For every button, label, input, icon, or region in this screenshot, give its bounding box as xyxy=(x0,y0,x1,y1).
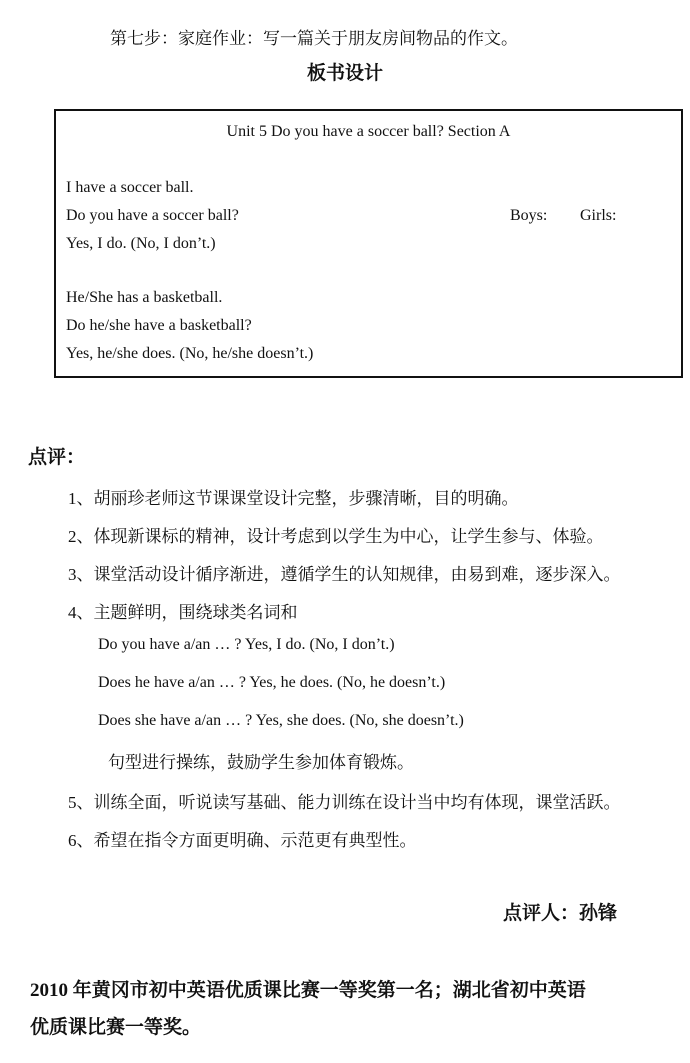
review-item: 5、训练全面，听说读写基础、能力训练在设计当中均有体现，课堂活跃。 xyxy=(68,793,621,812)
review-item: 3、课堂活动设计循序渐进，遵循学生的认知规律，由易到难，逐步深入。 xyxy=(68,565,621,584)
board-design-heading: 板书设计 xyxy=(306,63,383,84)
review-item: 1、胡丽珍老师这节课课堂设计完整，步骤清晰，目的明确。 xyxy=(68,489,519,508)
sentence-pattern: Do you have a/an … ? Yes, I do. (No, I don’t.) xyxy=(98,636,395,653)
review-item: 6、希望在指令方面更明确、示范更有典型性。 xyxy=(68,831,417,850)
sentence-pattern: Does she have a/an … ? Yes, she does. (No, she doesn’t.) xyxy=(98,712,464,729)
girls-label: Girls: xyxy=(580,207,617,224)
award-line: 2010 年黄冈市初中英语优质课比赛一等奖第一名；湖北省初中英语 xyxy=(30,980,586,1001)
board-line: Do you have a soccer ball? xyxy=(66,207,239,224)
award-line: 优质课比赛一等奖。 xyxy=(30,1017,202,1038)
board-line: I have a soccer ball. xyxy=(66,179,194,196)
board-title: Unit 5 Do you have a soccer ball? Section A xyxy=(226,123,511,140)
review-item: 2、体现新课标的精神，设计考虑到以学生为中心，让学生参与、体验。 xyxy=(68,527,604,546)
review-heading: 点评： xyxy=(28,447,86,468)
sentence-pattern: Does he have a/an … ? Yes, he does. (No, he doesn’t.) xyxy=(98,674,446,691)
board-line: He/She has a basketball. xyxy=(66,289,223,306)
board-line: Yes, I do. (No, I don’t.) xyxy=(66,235,216,252)
step7-homework: 第七步：家庭作业：写一篇关于朋友房间物品的作文。 xyxy=(110,29,518,48)
board-line: Do he/she have a basketball? xyxy=(66,317,252,334)
boys-label: Boys: xyxy=(510,207,548,224)
review-item-tail: 句型进行操练，鼓励学生参加体育锻炼。 xyxy=(108,753,414,772)
reviewer-signature: 点评人：孙锋 xyxy=(503,903,618,924)
board-design-box xyxy=(54,109,683,378)
review-item: 4、主题鲜明，围绕球类名词和 xyxy=(68,603,298,622)
board-line: Yes, he/she does. (No, he/she doesn’t.) xyxy=(66,345,314,362)
